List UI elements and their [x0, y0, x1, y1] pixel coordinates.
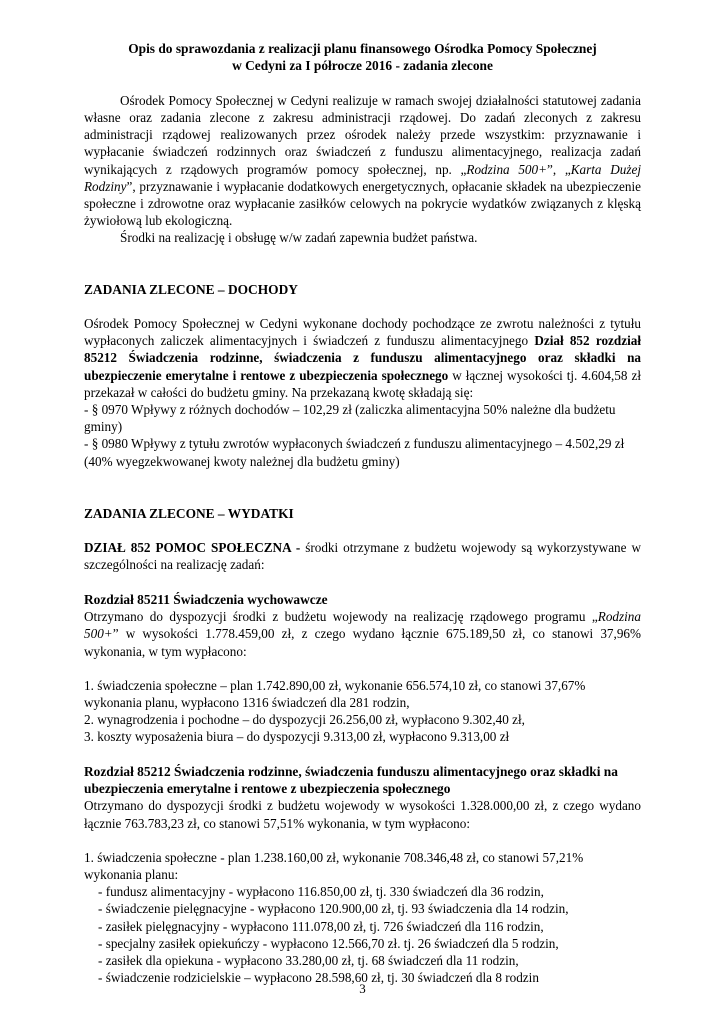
- dochody-paragraph: [84, 315, 641, 401]
- list-item: [84, 711, 641, 728]
- intro-text-b: ”, „: [547, 161, 571, 177]
- intro-italic-rodzina: Rodzina 500+: [466, 161, 548, 177]
- dochody-text-b: w łącznej wysokości tj. 4.604,58 zł przekazał w całości do budżetu gminy. Na przekazaną kwotę składają się:: [84, 367, 641, 400]
- list-item: [84, 849, 641, 883]
- list-item: [84, 728, 641, 745]
- r85212-heading: Rozdział 85212 Świadczenia rodzinne, świadczenia funduszu alimentacyjnego oraz składki na ubezpieczenia emerytalne i rentowe z ubezpieczenia społecznego: [84, 763, 618, 796]
- dzial-bold: DZIAŁ 852 POMOC SPOŁECZNA -: [84, 540, 306, 556]
- intro-text-c: ”, przyznawanie i wypłacanie dodatkowych energetycznych, opłacanie składek na ubezpieczenie społeczne i zdrowotne oraz wypłacanie zasiłków celowych na pokrycie wydatków związanych z klęską żywiołową lub ekologiczną.: [84, 178, 641, 229]
- dochody-heading: ZADANIA ZLECONE – DOCHODY: [84, 281, 298, 297]
- list-item: - zasiłek pielęgnacyjny - wypłacono 111.078,00 zł, tj. 726 świadczeń dla 116 rodzin,: [98, 918, 544, 934]
- list-item: - fundusz alimentacyjny - wypłacono 116.850,00 zł, tj. 330 świadczeń dla 36 rodzin,: [98, 884, 544, 900]
- page-number: 3: [359, 981, 366, 996]
- list-item: [84, 435, 641, 469]
- dochody-item-0970: - § 0970 Wpływy z różnych dochodów – 102,29 zł (zaliczka alimentacyjna 50% należne dla budżetu gminy): [84, 402, 616, 435]
- r85211-heading: Rozdział 85211 Świadczenia wychowawcze: [84, 591, 328, 607]
- r85212-paragraph: Otrzymano do dyspozycji środki z budżetu wojewody w wysokości 1.328.000,00 zł, z czego wydano łącznie 763.783,23 zł, co stanowi 57,51% wykonania, w tym wypłacono:: [84, 798, 641, 831]
- r85211-item-2: 2. wynagrodzenia i pochodne – do dyspozycji 26.256,00 zł, wypłacono 9.302,40 zł,: [84, 712, 525, 728]
- r85211-item-3: 3. koszty wyposażenia biura – do dyspozycji 9.313,00 zł, wypłacono 9.313,00 zł: [84, 729, 510, 745]
- r85211-item-1: 1. świadczenia społeczne – plan 1.742.890,00 zł, wykonanie 656.574,10 zł, co stanowi 37,67% wykonania planu, wypłacono 1316 świadczeń dla 281 rodzin,: [84, 677, 586, 710]
- r85212-list: [84, 849, 641, 987]
- list-item: - świadczenie rodzicielskie – wypłacono 28.598,60 zł, tj. 30 świadczeń dla 8 rodzin: [98, 970, 539, 986]
- dzial-paragraph: [84, 539, 641, 573]
- dochody-list: [84, 401, 641, 470]
- intro-italic-karta: Karta Dużej Rodziny: [84, 161, 641, 194]
- r85211-text-a: Otrzymano do dyspozycji środki z budżetu wojewody na realizację rządowego programu „: [84, 609, 598, 625]
- list-item: - zasiłek dla opiekuna - wypłacono 33.280,00 zł, tj. 68 świadczeń dla 11 rodzin,: [98, 952, 519, 968]
- r85211-list: [84, 677, 641, 746]
- dzial-text: środki otrzymane z budżetu wojewody są wykorzystywane w szczególności na realizację zadań:: [84, 540, 641, 573]
- r85212-subitems: [84, 883, 641, 986]
- intro-funding-paragraph: Środki na realizację i obsługę w/w zadań zapewnia budżet państwa.: [120, 230, 478, 246]
- r85211-italic: Rodzina 500+: [84, 609, 641, 642]
- wydatki-heading: ZADANIA ZLECONE – WYDATKI: [84, 505, 294, 521]
- list-item: [84, 677, 641, 711]
- list-item: - specjalny zasiłek opiekuńczy - wypłacono 12.566,70 zł. tj. 26 świadczeń dla 5 rodzin,: [98, 935, 559, 951]
- title-line-1: Opis do sprawozdania z realizacji planu finansowego Ośrodka Pomocy Społecznej: [128, 41, 597, 56]
- r85211-paragraph: [84, 608, 641, 660]
- title-line-2: w Cedyni za I półrocze 2016 - zadania zlecone: [232, 58, 493, 74]
- dochody-text-a: Ośrodek Pomocy Społecznej w Cedyni wykonane dochody pochodzące ze zwrotu należności z tytułu wypłaconych zaliczek alimentacyjnych i świadczeń z funduszu alimentacyjnego: [84, 316, 641, 349]
- list-item: - świadczenie pielęgnacyjne - wypłacono 120.900,00 zł, tj. 93 świadczenia dla 14 rodzin,: [98, 901, 569, 917]
- document-title: [84, 40, 641, 75]
- dochody-item-0980: - § 0980 Wpływy z tytułu zwrotów wypłaconych świadczeń z funduszu alimentacyjnego – 4.502,29 zł (40% wyegzekwowanej kwoty należnej dla budżetu gminy): [84, 436, 625, 469]
- dochody-bold: Dział 852 rozdział 85212 Świadczenia rodzinne, świadczenia z funduszu alimentacyjnego oraz składki na ubezpieczenie emerytalne i rentowe z ubezpieczenia społecznego: [84, 333, 641, 383]
- list-item: [84, 401, 641, 435]
- intro-paragraph: [84, 92, 641, 230]
- intro-text-a: Ośrodek Pomocy Społecznej w Cedyni realizuje w ramach swojej działalności statutowej zadania własne oraz zadania zlecone z zakresu administracji rządowej. Do zadań zleconych z zakresu administracji rządowej realizowanych przez ośrodek należy przede wszystkim: przyznawanie i wypłacanie świadczeń rodzinnych oraz świadczeń z funduszu alimentacyjnego, realizacja zadań wynikających z rządowych programów pomocy społecznej, np. „: [84, 92, 641, 177]
- r85212-item-1: 1. świadczenia społeczne - plan 1.238.160,00 zł, wykonanie 708.346,48 zł, co stanowi 57,21% wykonania planu:: [84, 849, 584, 882]
- r85211-text-b: ” w wysokości 1.778.459,00 zł, z czego wydano łącznie 675.189,50 zł, co stanowi 37,96% wykonania, w tym wypłacono:: [84, 626, 641, 659]
